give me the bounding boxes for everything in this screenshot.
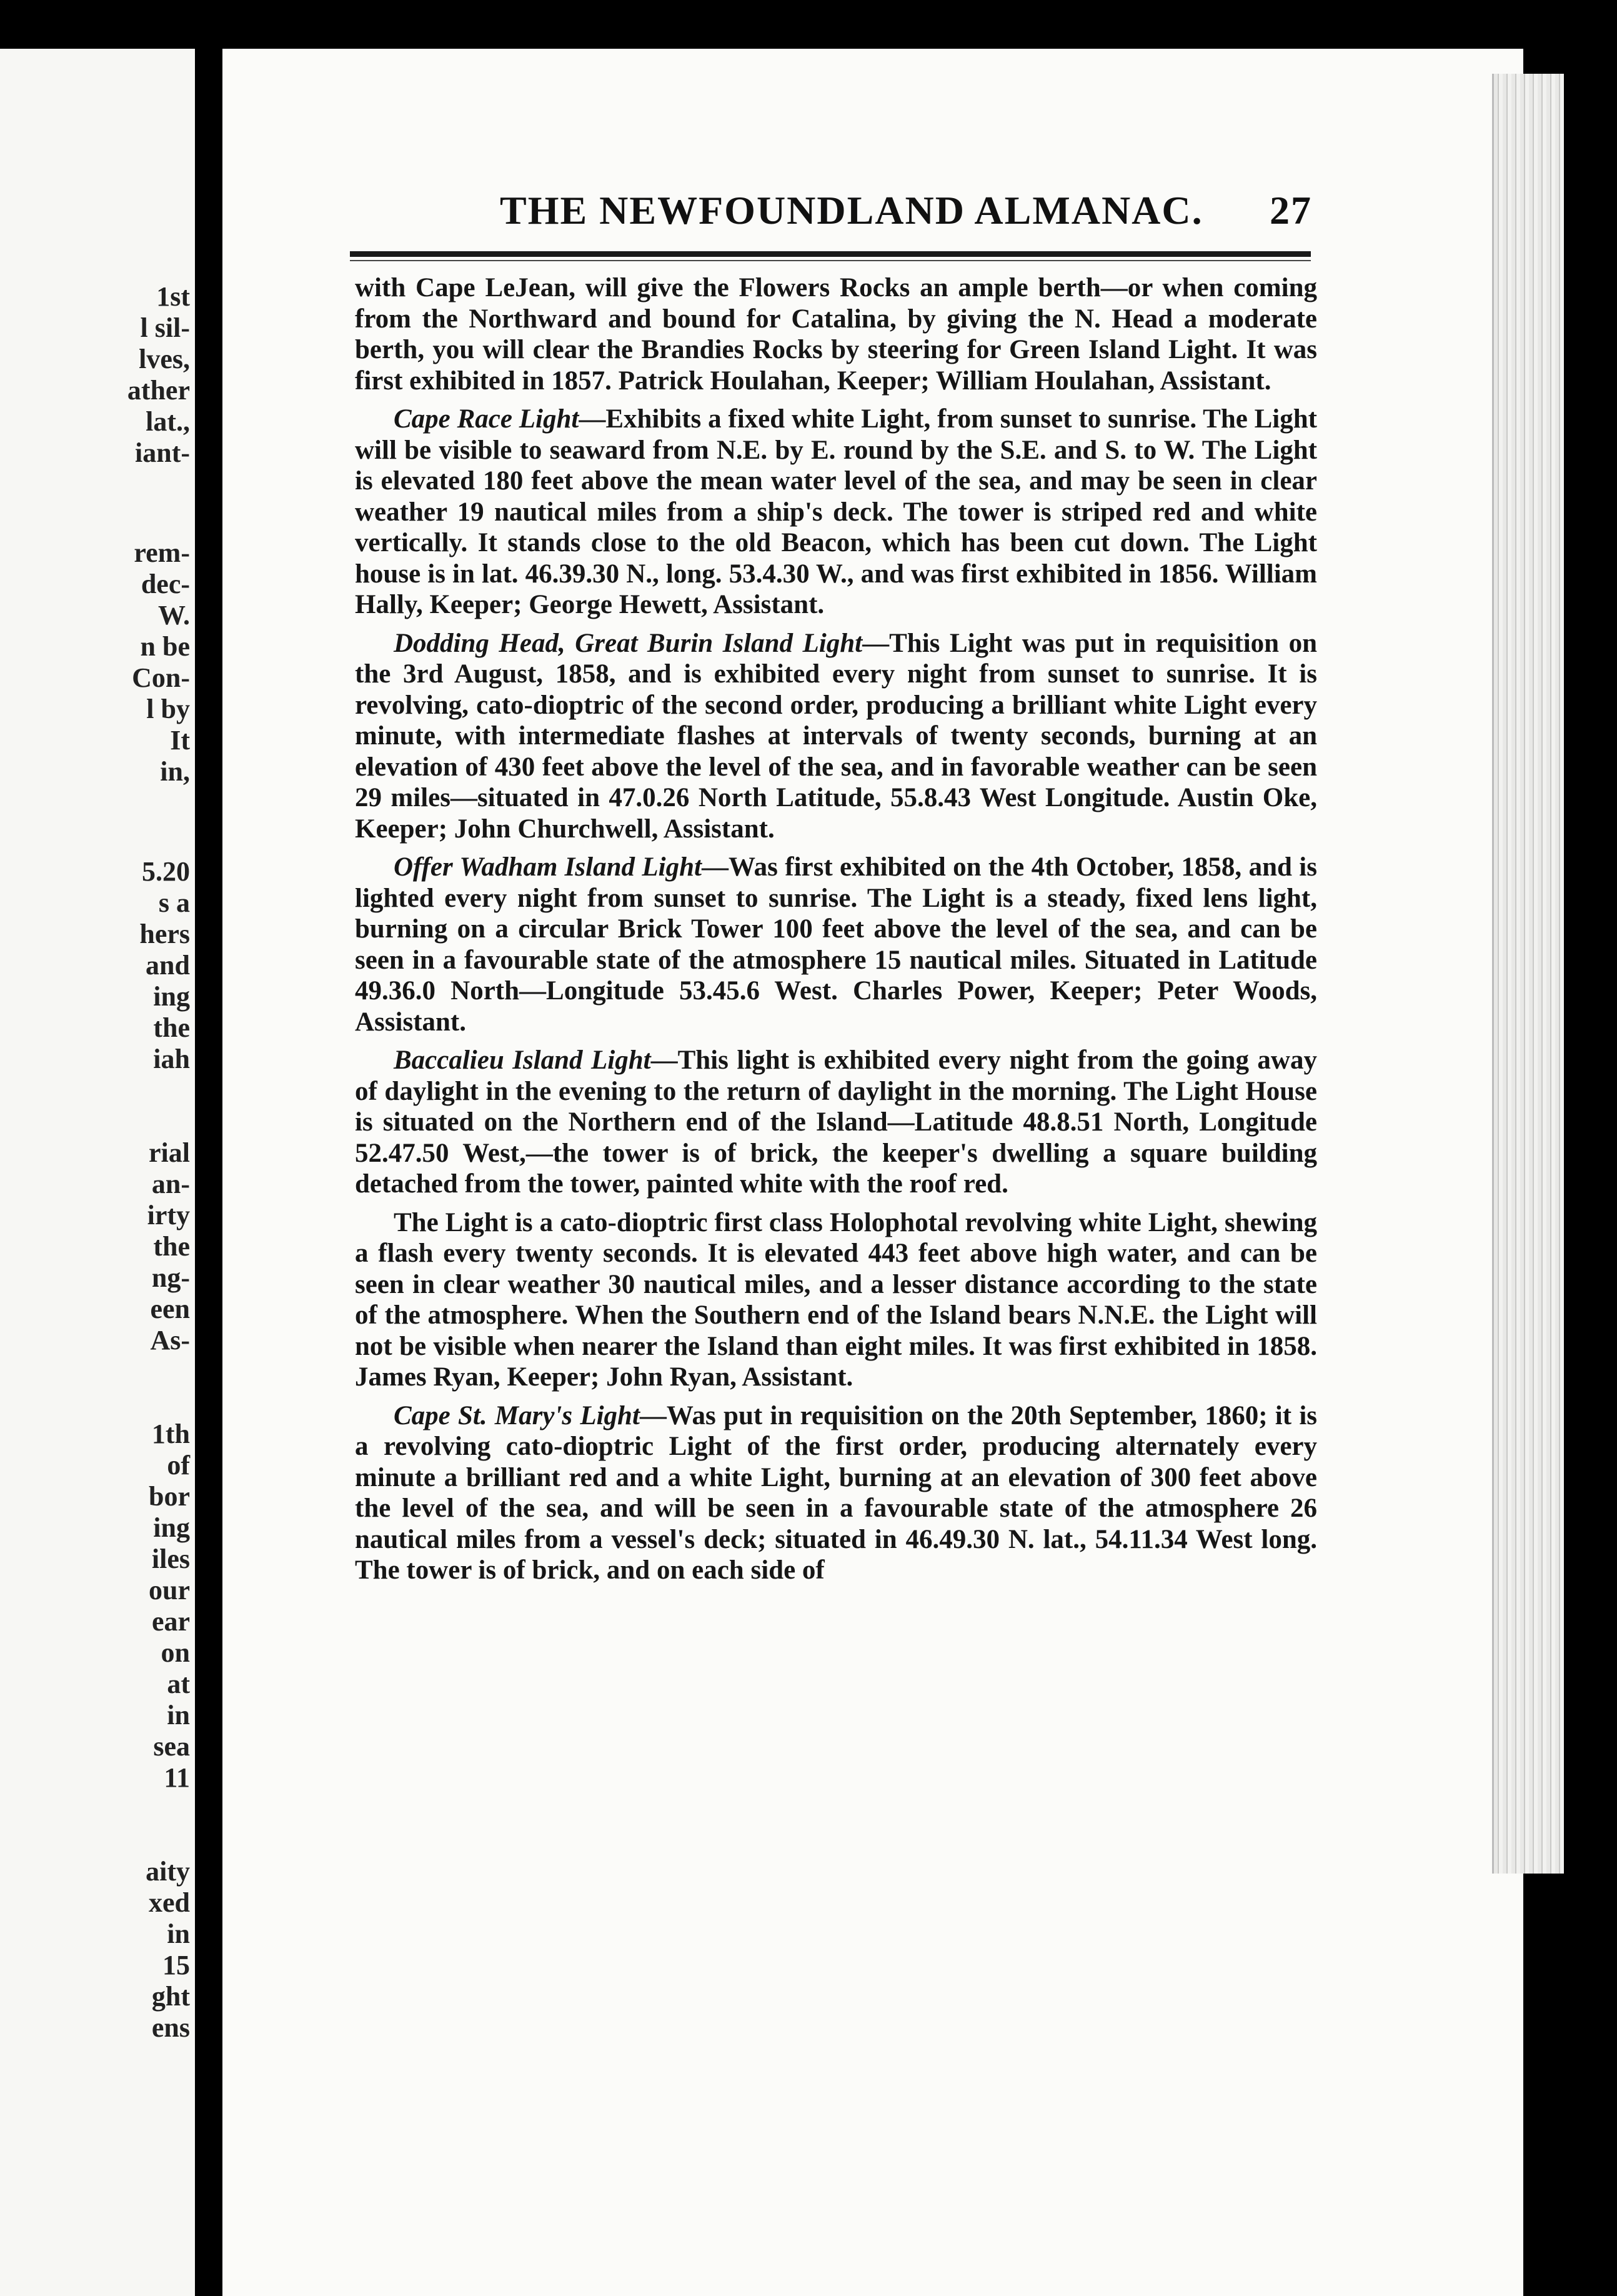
left-page-line: een [150, 1294, 190, 1324]
left-page-line: our [149, 1575, 190, 1605]
left-page-line: xed [149, 1887, 190, 1918]
left-page-line: 1st [156, 281, 190, 312]
paragraph-text: —This light is exhibited every night from the going away of daylight in the evening to the return of daylight in the morning. The Light House is situated on the Northern end of the Island—Latitude 48.8.51 North, Longitude 52.47.50 West,—the tower is of brick, the keeper's dwelling a square building detached from the tower, painted white with the roof red. [355, 1046, 1317, 1199]
left-page-line: at [167, 1669, 190, 1699]
left-page-line: It [170, 725, 190, 756]
left-page-line: in, [160, 756, 190, 787]
book-gutter [195, 0, 222, 2295]
paragraph-text: The Light is a cato-dioptric first class Holophotal revolving white Light, shewing a flash every twenty seconds. It is elevated 443 feet above high water, and can be seen in clear weather 30 nautical miles, and a lesser distance according to the state of the atmosphere. When the Southern end of the Island bears N.N.E. the Light will not be visible when nearer the Island than eight miles. It was first exhibited in 1858. James Ryan, Keeper; John Ryan, Assistant. [355, 1207, 1317, 1392]
left-page-line: aity [146, 1856, 190, 1887]
left-page-line: iah [153, 1044, 190, 1074]
left-page-line: ear [151, 1606, 190, 1637]
left-page-line: lves, [139, 344, 190, 374]
left-page-line: in [167, 1700, 190, 1730]
paragraph [355, 1207, 1317, 1393]
left-page-line: of [167, 1450, 190, 1480]
left-page-line: n be [140, 631, 190, 662]
paragraph [355, 404, 1317, 621]
left-page-line: the [153, 1231, 190, 1262]
left-page-line: on [161, 1637, 190, 1668]
left-page-line: l sil- [140, 312, 190, 343]
article-body [355, 272, 1317, 1972]
paragraph-text: with Cape LeJean, will give the Flowers Rocks an ample berth—or when coming from the Northward and bound for Catalina, by giving the N. Head a moderate berth, you will clear the Brandies Rocks by steering for Green Island Light. It was first exhibited in 1857. Patrick Houlahan, Keeper; William Houlahan, Assistant. [355, 273, 1317, 396]
paragraph-text: —Was first exhibited on the 4th October, 1858, and is lighted every night from sunset to sunrise. The Light is a steady, fixed lens light, burning on a circular Brick Tower 100 feet above the level of the sea, and can be seen in a favourable state of the atmosphere 15 nautical miles. Situated in Latitude 49.36.0 North—Longitude 53.45.6 West. Charles Power, Keeper; Peter Woods, Assistant. [355, 852, 1317, 1037]
header-rule-thin [350, 260, 1311, 261]
left-page-line: lat., [146, 406, 190, 437]
left-page-line: Con- [132, 662, 190, 693]
left-page-line: 11 [164, 1762, 190, 1793]
left-page-line: As- [150, 1325, 190, 1355]
page-edges [1492, 74, 1564, 1874]
left-page-line: the [153, 1012, 190, 1043]
left-page-line: 1th [151, 1419, 190, 1449]
paragraph-heading: Cape St. Mary's Light [394, 1400, 640, 1430]
paragraph [355, 1045, 1317, 1200]
left-page-line: iant- [135, 437, 190, 468]
left-page-line: hers [139, 919, 190, 949]
left-page-line: and [146, 950, 190, 981]
left-page-line: s a [158, 887, 190, 918]
left-page-line: ing [153, 981, 190, 1012]
left-page-fragment [0, 49, 195, 2296]
left-page-line: in [167, 1919, 190, 1949]
left-page-line: rem- [134, 537, 190, 568]
paragraph [355, 1400, 1317, 1586]
paragraph-heading: Cape Race Light [394, 404, 579, 434]
page-title: THE NEWFOUNDLAND ALMANAC. [500, 188, 1203, 232]
paragraph-text: —Was put in requisition on the 20th September, 1860; it is a revolving cato-dioptric Light of the first order, producing alternately every minute a brilliant red and a white Light, burning at an elevation of 300 feet above the level of the sea, and will be seen in a favourable state of the atmosphere 26 nautical miles from a vessel's deck; situated in 46.49.30 N. lat., 54.11.34 West long. The tower is of brick, and on each side of [355, 1400, 1318, 1585]
left-page-line: W. [158, 600, 190, 631]
left-page-line: sea [153, 1731, 190, 1762]
header-rule [350, 251, 1311, 257]
left-page-line: bor [149, 1481, 190, 1512]
left-page-line: 5.20 [142, 856, 190, 887]
paragraph [355, 272, 1317, 396]
left-page-line: ens [151, 2012, 190, 2043]
left-page-line: dec- [141, 569, 190, 599]
left-page-line: l by [146, 694, 190, 724]
page-number: 27 [1270, 188, 1312, 232]
paragraph-heading: Dodding Head, Great Burin Island Light [394, 628, 863, 658]
left-page-line: ght [151, 1981, 190, 2012]
paragraph [355, 852, 1317, 1037]
left-page-line: rial [149, 1137, 190, 1168]
left-page-line: ng- [151, 1262, 190, 1293]
left-page-line: ather [127, 375, 190, 406]
left-page-line: irty [147, 1200, 190, 1230]
paragraph [355, 628, 1317, 845]
left-page-line: iles [151, 1544, 190, 1574]
left-page-line: an- [151, 1169, 190, 1199]
paragraph-text: —This Light was put in requisition on the 3rd August, 1858, and is exhibited every night from sunset to sunrise. It is revolving, cato-dioptric of the second order, producing a brilliant white Light every minute, with intermediate flashes at intervals of twenty seconds, burning at an elevation of 430 feet above the level of the sea, and in favorable weather can be seen 29 miles—situated in 47.0.26 North Latitude, 55.8.43 West Longitude. Austin Oke, Keeper; John Churchwell, Assistant. [355, 628, 1317, 844]
left-page-line: ing [153, 1512, 190, 1543]
running-head [500, 187, 1312, 237]
paragraph-heading: Offer Wadham Island Light [394, 852, 702, 882]
paragraph-text: —Exhibits a fixed white Light, from sunset to sunrise. The Light will be visible to seaward from N.E. by E. round by the S.E. and S. to W. The Light is elevated 180 feet above the mean water level of the sea, and may be seen in clear weather 19 nautical miles from a ship's deck. The tower is striped red and white vertically. It stands close to the old Beacon, which has been cut down. The Light house is in lat. 46.39.30 N., long. 53.4.30 W., and was first exhibited in 1856. William Hally, Keeper; George Hewett, Assistant. [355, 404, 1317, 619]
paragraph-heading: Baccalieu Island Light [394, 1046, 651, 1075]
left-page-line: 15 [162, 1950, 190, 1980]
